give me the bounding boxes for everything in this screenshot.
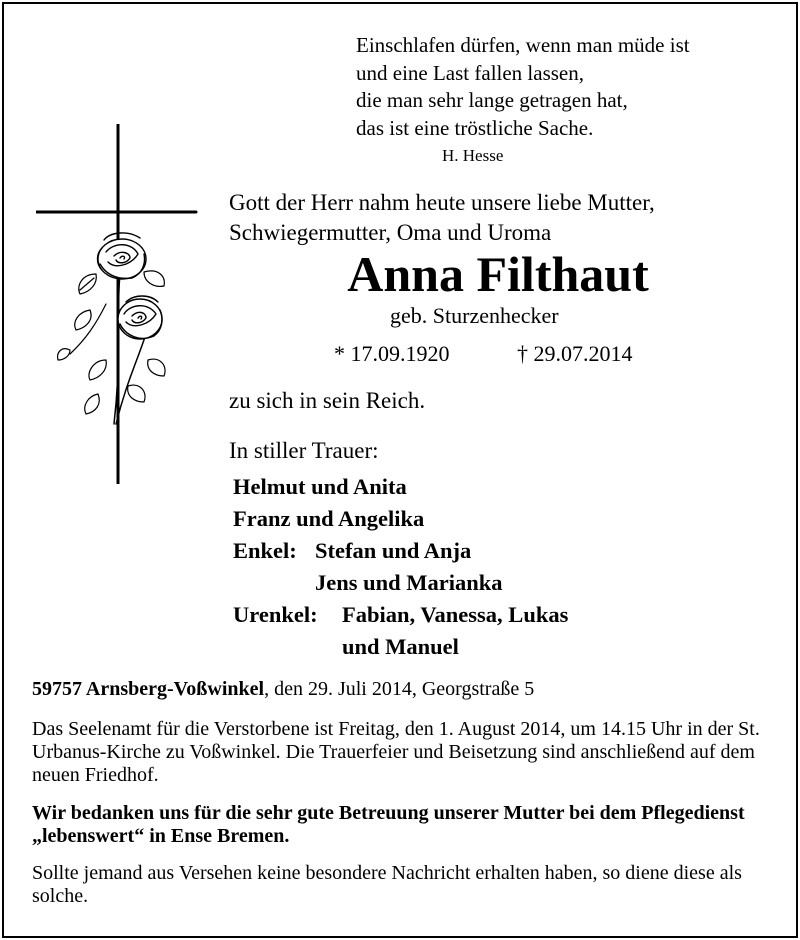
enkel-label: Enkel: xyxy=(233,538,297,563)
intro-line: Gott der Herr nahm heute unsere liebe Mutter, xyxy=(229,190,655,215)
poem xyxy=(356,32,690,142)
birth-name: geb. Sturzenhecker xyxy=(390,303,559,328)
service-paragraph: Das Seelenamt für die Verstorbene ist Freitag, den 1. August 2014, um 14.15 Uhr in der St. Urbanus-Kirche zu Voßwinkel. Die Trauerfeier und Beisetzung sind anschließend auf dem neuen Friedhof. xyxy=(32,718,760,786)
place-city: 59757 Arnsberg-Voßwinkel xyxy=(32,678,265,700)
intro-line: Schwiegermutter, Oma und Uroma xyxy=(229,220,552,245)
urenkel-names: Fabian, Vanessa, Lukas xyxy=(342,602,569,627)
deceased-name: Anna Filthaut xyxy=(347,246,649,302)
poem-author: H. Hesse xyxy=(442,146,504,165)
poem-line: das ist eine tröstliche Sache. xyxy=(356,115,594,140)
urenkel-names: und Manuel xyxy=(342,634,459,659)
closing-intro: zu sich in sein Reich. xyxy=(229,388,426,413)
enkel-names: Jens und Marianka xyxy=(315,570,503,595)
mourning-label: In stiller Trauer: xyxy=(229,438,379,463)
thanks-paragraph: Wir bedanken uns für die sehr gute Betreuung unserer Mutter bei dem Pflegedienst „lebenswert“ in Ense Bremen. xyxy=(32,802,745,847)
enkel-names: Stefan und Anja xyxy=(315,538,472,563)
birth-date: * 17.09.1920 xyxy=(334,341,450,366)
poem-line: und eine Last fallen lassen, xyxy=(356,60,585,85)
family-line: Franz und Angelika xyxy=(233,506,425,531)
death-date: † 29.07.2014 xyxy=(517,341,633,366)
place-rest: , den 29. Juli 2014, Georgstraße 5 xyxy=(264,678,535,700)
poem-line: Einschlafen dürfen, wenn man müde ist xyxy=(356,33,690,57)
intro-text xyxy=(229,188,655,248)
place-date-line xyxy=(32,678,534,701)
poem-line: die man sehr lange getragen hat, xyxy=(356,88,628,112)
notice-paragraph: Sollte jemand aus Versehen keine besondere Nachricht erhalten haben, so diene diese als solche. xyxy=(32,862,742,907)
cross-with-roses-icon xyxy=(36,124,198,484)
family-line: Helmut und Anita xyxy=(233,474,407,499)
urenkel-label: Urenkel: xyxy=(233,602,318,627)
